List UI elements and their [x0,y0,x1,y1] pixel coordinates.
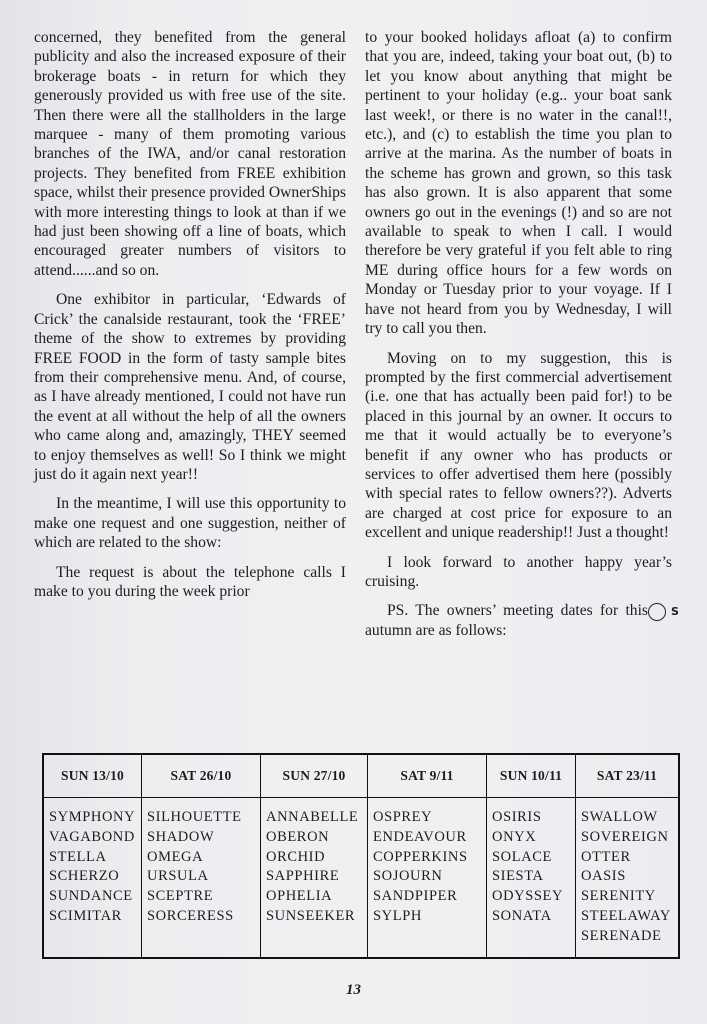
boat-list [487,798,576,958]
boat-name: SUNDANCE [49,888,133,905]
boat-name: SWALLOW [581,809,658,825]
left-paragraph-2: One exhibitor in particular, ‘Edwards of Crick’ the canalside restaurant, took the ‘FREE’ theme of the show to extremes by providing FREE FOOD in the form of tasty sample bites from their comprehensive menu. And, of course, as I have already mentioned, I could not have run the event at all without the help of all the owners who came along and, amazingly, THEY seemed to enjoy themselves as well! So I think we might just do it again next year!! [34,291,346,483]
boat-name: STELLA [49,848,107,865]
right-paragraph-3: I look forward to another happy year’s cruising. [365,553,672,590]
boat-name: ODYSSEY [492,888,564,905]
date-header: SUN 13/10 [43,754,142,798]
boat-name: URSULA [147,868,209,885]
left-paragraph-1: concerned, they benefited from the general publicity and also the increased exposure of their brokerage boats - in return for which they generously provided us with free use of the site. Then there were all the stallholders in the large marquee - many of them promoting various branches of the IWA, and/or canal restoration projects. They benefited from FREE exhibition space, whilst their presence provided OwnerShips with more interesting things to look at than if we had just been showing off a line of boats, which encouraged greater numbers of visitors to attend......and so on. [34,29,346,279]
boat-name: ORCHID [266,848,326,865]
ps-text: PS. The owners’ meeting dates for this autumn are as follows: [365,602,648,639]
date-header: SAT 26/10 [142,754,261,798]
boat-name: OASIS [581,868,626,885]
boat-name: SONATA [492,907,552,924]
date-header: SAT 9/11 [368,754,487,798]
boat-name: SERENITY [581,888,656,905]
boat-name: STEELAWAY [581,907,671,924]
meeting-dates-table [42,753,680,959]
left-paragraph-4: The request is about the telephone calls I make to you during the week prior [34,563,346,600]
boat-name: SUNSEEKER [266,907,356,924]
boat-name: COPPERKINS [373,848,468,865]
boat-name: OTTER [581,848,631,865]
boat-name: SYMPHONY [49,809,136,825]
boat-list [368,798,487,958]
boat-name: VAGABOND [49,828,135,845]
boat-name: SHADOW [147,828,215,845]
left-paragraph-3: In the meantime, I will use this opportunity to make one request and one suggestion, neither of which are related to the show: [34,495,346,552]
boat-list [576,798,680,958]
boat-name: OBERON [266,828,330,845]
boat-name: ONYX [492,828,537,845]
date-header: SUN 27/10 [261,754,368,798]
table-row [43,798,679,958]
boat-name: OMEGA [147,848,204,865]
boat-name: SCIMITAR [49,907,122,924]
end-of-article-mark: S [648,603,666,621]
boat-name: SANDPIPER [373,888,458,905]
boat-name: SAPPHIRE [266,868,340,885]
boat-name: SOJOURN [373,868,443,885]
boat-name: OSIRIS [492,809,542,825]
left-text-column [34,28,346,611]
boat-name: SIESTA [492,868,544,885]
boat-name: SYLPH [373,907,422,924]
date-header: SAT 23/11 [576,754,680,798]
boat-name: OSPREY [373,809,433,825]
boat-name: ENDEAVOUR [373,828,467,845]
table-header-row [43,754,679,798]
boat-list [261,798,368,958]
right-paragraph-4 [365,601,679,640]
boat-name: SOLACE [492,848,552,865]
boat-name: SERENADE [581,927,662,944]
page-number: 13 [346,982,361,998]
boat-name: ANNABELLE [266,809,359,825]
boat-list [142,798,261,958]
boat-name: OPHELIA [266,888,333,905]
right-paragraph-1: to your booked holidays afloat (a) to confirm that you are, indeed, taking your boat out, (b) to let you know about anything that might be pertinent to your holiday (e.g.. your boat sank last week!, or there is no water in the canal!!, etc.), and (c) to establish the time you plan to arrive at the marina. As the number of boats in the scheme has grown and grown, so this task has also grown. It is also apparent that some owners go out in the evenings (!) and so are not available to speak to when I call. I would therefore be very grateful if you felt able to ring ME during office hours for a few words on Monday or Tuesday prior to your voyage. If I have not heard from you by Wednesday, I will try to call you then. [365,29,672,338]
right-paragraph-2: Moving on to my suggestion, this is prompted by the first commercial advertisement (i.e. one that has actually been paid for!) to be placed in this journal by an owner. It occurs to me that it would actually be to everyone’s benefit if any owner who has products or services to offer advertised them here (possibly with special rates to fellow owners??). Adverts are charged at cost price for exposure to an excellent and unique readership!! Just a thought! [365,349,672,542]
boat-name: SORCERESS [147,907,234,924]
boat-name: SOVEREIGN [581,828,669,845]
boat-name: SCHERZO [49,868,120,885]
right-text-column [365,28,679,650]
date-header: SUN 10/11 [487,754,576,798]
boat-name: SCEPTRE [147,888,214,905]
boat-list [43,798,142,958]
boat-name: SILHOUETTE [147,809,242,825]
